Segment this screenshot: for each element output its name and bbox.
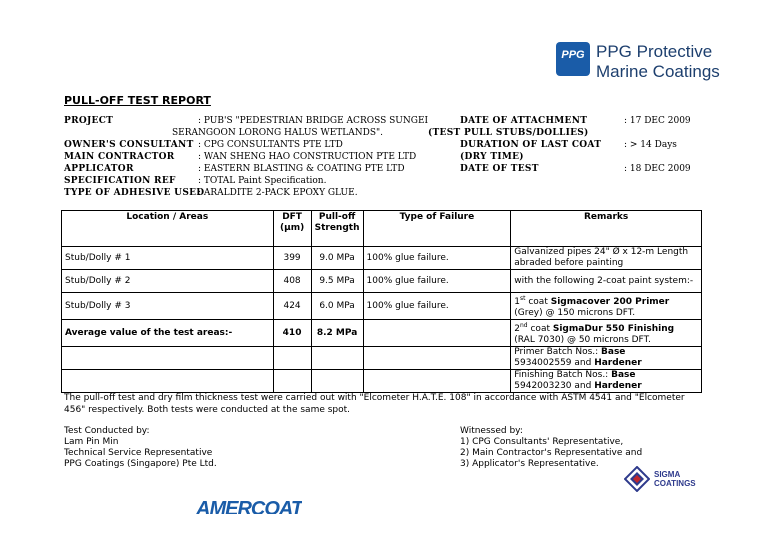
applicator-label: APPLICATOR (64, 164, 134, 174)
spec-label: SPECIFICATION REF (64, 176, 176, 186)
witnessed-heading: Witnessed by: (460, 426, 523, 436)
project-value-1: : PUB'S "PEDESTRIAN BRIDGE ACROSS SUNGEI (198, 116, 429, 126)
remark-6-base: Base (611, 370, 636, 380)
applicator-value: : EASTERN BLASTING & COATING PTE LTD (198, 164, 405, 174)
row2-failure: 100% glue failure. (363, 270, 511, 293)
row2-dft: 408 (273, 270, 311, 293)
witness-2: 2) Main Contractor's Representative and (460, 448, 643, 458)
project-value-2: SERANGOON LORONG HALUS WETLANDS". (172, 128, 384, 138)
witness-1: 1) CPG Consultants' Representative, (460, 437, 624, 447)
remark-2: with the following 2-coat paint system:- (511, 270, 702, 293)
row2-location: Stub/Dolly # 2 (62, 270, 274, 293)
remark-1: Galvanized pipes 24" Ø x 12-m Length abraded before painting (511, 247, 702, 270)
header-failure: Type of Failure (363, 211, 511, 247)
header-pulloff: Pull-off Strength (311, 211, 363, 247)
sigma-logo-icon (624, 466, 650, 492)
average-label: Average value of the test areas:- (62, 320, 274, 347)
sigma-line2: COATINGS (654, 479, 696, 488)
remark-6-label: Finishing Batch Nos.: (514, 370, 612, 380)
row3-dft: 424 (273, 293, 311, 320)
sigma-line1: SIGMA (654, 470, 681, 479)
remark-4-ordinal: 2 (514, 324, 520, 334)
remark-5-base: Base (601, 347, 626, 357)
results-table (61, 210, 702, 393)
owner-value: : CPG CONSULTANTS PTE LTD (198, 140, 343, 150)
empty-cell (62, 370, 274, 393)
table-row (62, 293, 702, 320)
table-row (62, 247, 702, 270)
attach-sub: (TEST PULL STUBS/DOLLIES) (428, 128, 589, 138)
empty-cell (311, 370, 363, 393)
last-coat-sub: (DRY TIME) (460, 152, 524, 162)
remark-4-sup: nd (520, 322, 528, 329)
attach-label: DATE OF ATTACHMENT (460, 116, 588, 126)
last-coat-value: : > 14 Days (624, 140, 677, 150)
empty-cell (363, 370, 511, 393)
owner-label: OWNER'S CONSULTANT (64, 140, 194, 150)
remark-5 (511, 347, 702, 370)
remark-4 (511, 320, 702, 347)
row3-failure: 100% glue failure. (363, 293, 511, 320)
table-header-row (62, 211, 702, 247)
witness-3: 3) Applicator's Representative. (460, 459, 599, 469)
spec-value: : TOTAL Paint Specification. (198, 176, 327, 186)
remark-4-coat: coat (527, 324, 553, 334)
remark-4-detail: (RAL 7030) @ 50 microns DFT. (514, 335, 651, 345)
average-failure (363, 320, 511, 347)
row1-failure: 100% glue failure. (363, 247, 511, 270)
header-dft: DFT (µm) (273, 211, 311, 247)
table-row-empty (62, 347, 702, 370)
adhesive-label: TYPE OF ADHESIVE USED (64, 188, 205, 198)
attach-value: : 17 DEC 2009 (624, 116, 691, 126)
method-paragraph: The pull-off test and dry film thickness test were carried out with "Elcometer H.A.T.E. 108" in accordance with ASTM 4541 and "Elcometer 456" respectively. Both tests were conducted at the same spot. (64, 393, 685, 415)
table-row-empty (62, 370, 702, 393)
adhesive-value: : ARALDITE 2-PACK EPOXY GLUE. (198, 188, 358, 198)
header-location: Location / Areas (62, 211, 274, 247)
remark-6-hardener: Hardener (594, 381, 642, 391)
ppg-logo-line1: PPG Protective (596, 42, 713, 61)
average-dft: 410 (273, 320, 311, 347)
remark-6 (511, 370, 702, 393)
remark-3 (511, 293, 702, 320)
row1-location: Stub/Dolly # 1 (62, 247, 274, 270)
ppg-logo-mark-text: PPG (561, 49, 585, 61)
remark-4-product: SigmaDur 550 Finishing (552, 324, 675, 334)
conducted-company: PPG Coatings (Singapore) Pte Ltd. (64, 459, 217, 469)
remark-3-ordinal: 1 (514, 297, 520, 307)
empty-cell (62, 347, 274, 370)
conducted-role: Technical Service Representative (64, 448, 213, 458)
last-coat-label: DURATION OF LAST COAT (460, 140, 602, 150)
remark-3-detail: (Grey) @ 150 microns DFT. (514, 308, 636, 318)
report-title: PULL-OFF TEST REPORT (64, 94, 211, 107)
row3-pulloff: 6.0 MPa (311, 293, 363, 320)
conducted-heading: Test Conducted by: (64, 426, 150, 436)
ppg-logo-text (540, 30, 768, 90)
row1-dft: 399 (273, 247, 311, 270)
remark-5-number: 5934002559 and (514, 358, 595, 368)
row1-pulloff: 9.0 MPa (311, 247, 363, 270)
remark-5-hardener: Hardener (594, 358, 642, 368)
row2-pulloff: 9.5 MPa (311, 270, 363, 293)
empty-cell (273, 370, 311, 393)
remark-5-label: Primer Batch Nos.: (514, 347, 602, 357)
average-pulloff: 8.2 MPa (311, 320, 363, 347)
project-label: PROJECT (64, 116, 114, 126)
empty-cell (311, 347, 363, 370)
ppg-logo-line2: Marine Coatings (596, 62, 720, 81)
remark-3-sup: st (520, 295, 526, 302)
contractor-value: : WAN SHENG HAO CONSTRUCTION PTE LTD (198, 152, 417, 162)
table-row (62, 270, 702, 293)
conducted-name: Lam Pin Min (64, 437, 119, 447)
test-date-label: DATE OF TEST (460, 164, 539, 174)
row3-location: Stub/Dolly # 3 (62, 293, 274, 320)
contractor-label: MAIN CONTRACTOR (64, 152, 175, 162)
amercoat-logo: AMERCOAT (196, 498, 303, 514)
remark-6-number: 5942003230 and (514, 381, 595, 391)
header-remarks: Remarks (511, 211, 702, 247)
empty-cell (273, 347, 311, 370)
remark-3-product: Sigmacover 200 Primer (550, 297, 670, 307)
test-date-value: : 18 DEC 2009 (624, 164, 691, 174)
sigma-logo-text (654, 470, 696, 488)
remark-3-coat: coat (525, 297, 551, 307)
empty-cell (363, 347, 511, 370)
table-row-average (62, 320, 702, 347)
